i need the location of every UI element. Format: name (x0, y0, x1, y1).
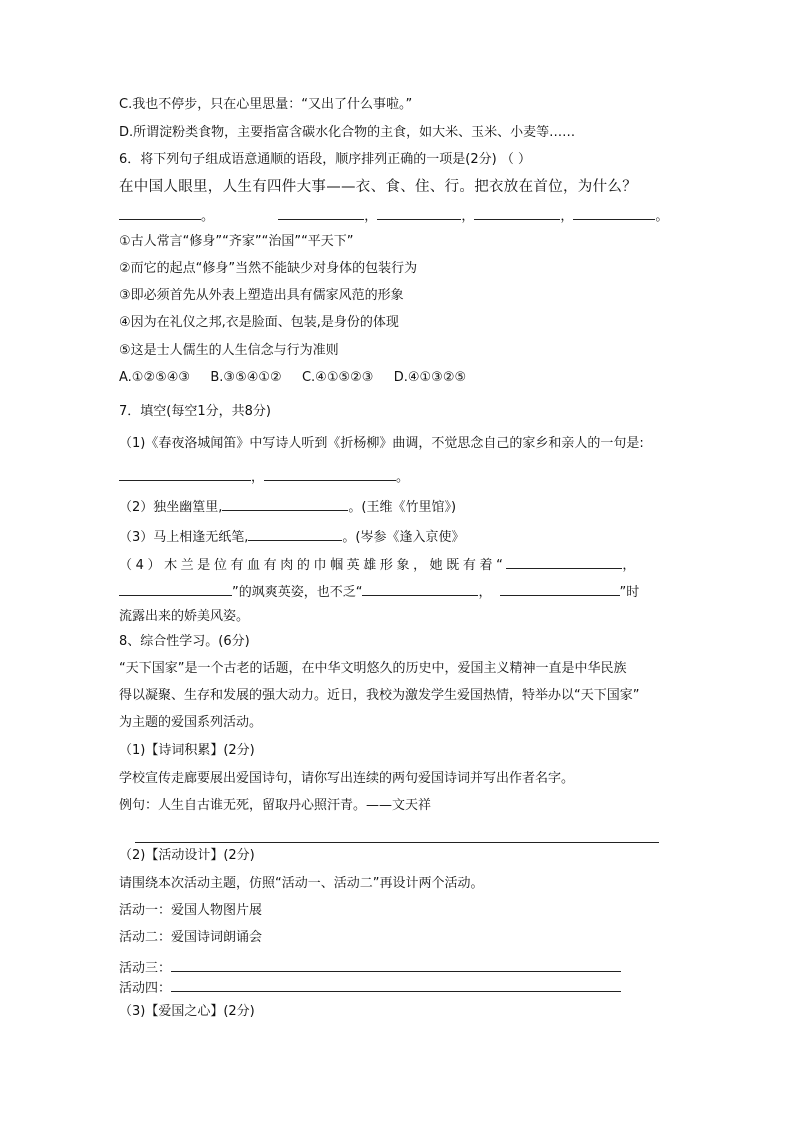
punct-comma: ， (461, 209, 475, 224)
answer-blank[interactable] (573, 206, 655, 220)
answer-blank[interactable] (171, 978, 621, 992)
answer-blank[interactable] (474, 206, 560, 220)
q6-options (119, 370, 466, 386)
q7-stem: 7．填空(每空1分，共8分) (119, 404, 271, 419)
q8-activity-1: 活动一：爱国人物图片展 (119, 903, 263, 918)
answer-blank[interactable] (500, 582, 620, 596)
punct-comma: ， (364, 209, 378, 224)
q7-item-4-line-1: （4）木兰是位有血有肉的巾帼英雄形象，她既有着“ ， (119, 555, 639, 574)
q8-part-1-example: 例句：人生自古谁无死，留取丹心照汗青。——文天祥 (119, 798, 432, 813)
answer-blank[interactable] (171, 958, 621, 972)
punct-period: 。 (655, 209, 669, 224)
option-a[interactable]: A.①②⑤④③ (119, 370, 191, 385)
q6-answer-blanks (119, 206, 668, 225)
answer-blank[interactable] (222, 497, 348, 511)
q8-activity-4: 活动四： (119, 978, 621, 997)
q6-sentence-2: ②而它的起点“修身”当然不能缺少对身体的包装行为 (119, 261, 418, 276)
q8-part-3-title: （3)【爱国之心】(2分) (119, 1004, 255, 1019)
q5-option-c: C.我也不停步，只在心里思量：“又出了什么事啦。” (119, 97, 413, 112)
answer-blank[interactable] (278, 206, 364, 220)
answer-blank[interactable] (119, 582, 232, 596)
q6-stem: 6．将下列句子组成语意通顺的语段，顺序排列正确的一项是(2分) （ ） (119, 152, 531, 167)
q8-activity-3: 活动三： (119, 958, 621, 977)
q5-option-d: D.所谓淀粉类食物，主要指富含碳水化合物的主食，如大米、玉米、小麦等…… (119, 125, 576, 140)
q8-part-2-desc: 请围绕本次活动主题，仿照“活动一、活动二”再设计两个活动。 (119, 876, 484, 891)
q8-part-1-title: （1)【诗词积累】(2分) (119, 743, 255, 758)
answer-blank[interactable] (377, 206, 461, 220)
q6-sentence-4: ④因为在礼仪之邦,衣是脸面、包装,是身份的体现 (119, 315, 399, 330)
option-d[interactable]: D.④①③②⑤ (393, 370, 467, 385)
answer-blank[interactable] (264, 467, 396, 481)
q7-item-4-line-3: 流露出来的娇美风姿。 (119, 609, 250, 624)
q8-intro-line-2: 得以凝聚、生存和发展的强大动力。近日，我校为激发学生爱国热情，特举办以“天下国家” (119, 688, 640, 703)
q8-intro-line-3: 为主题的爱国系列活动。 (119, 715, 263, 730)
q6-sentence-5: ⑤这是士人儒生的人生信念与行为准则 (119, 343, 339, 358)
answer-blank[interactable] (248, 527, 342, 541)
answer-blank[interactable] (506, 555, 622, 569)
punct-comma: ， (622, 558, 640, 573)
q6-sentence-1: ①古人常言“修身”“齐家”“治国”“平天下” (119, 234, 354, 249)
option-c[interactable]: C.④①⑤②③ (301, 370, 374, 385)
q7-item-3: （3）马上相逢无纸笔, 。(岑参《逢入京使》 (119, 527, 464, 546)
q7-item-2: （2）独坐幽篁里, 。(王维《竹里馆》) (119, 497, 456, 516)
q7-item-1: （1)《春夜洛城闻笛》中写诗人听到《折杨柳》曲调，不觉思念自己的家乡和亲人的一句是: (119, 436, 644, 451)
punct-comma: ， (251, 470, 265, 485)
punct-comma: ， (560, 209, 574, 224)
answer-blank[interactable] (119, 206, 201, 220)
answer-blank[interactable] (362, 582, 478, 596)
q8-stem: 8、综合性学习。(6分) (119, 634, 250, 649)
q7-item-4-line-2: ”的飒爽英姿，也不乏“ ， ”时 (119, 582, 639, 601)
q8-part-2-title: （2)【活动设计】(2分) (119, 848, 255, 863)
q8-intro-line-1: “天下国家”是一个古老的话题，在中华文明悠久的历史中，爱国主义精神一直是中华民族 (119, 661, 627, 676)
q8-part-1-desc: 学校宣传走廊要展出爱国诗句，请你写出连续的两句爱国诗词并写出作者名字。 (119, 771, 575, 786)
q8-part-1-answer-line[interactable] (135, 842, 659, 843)
punct-period: 。 (396, 470, 410, 485)
q6-sentence-3: ③即必须首先从外表上塑造出具有儒家风范的形象 (119, 288, 404, 303)
answer-blank[interactable] (119, 467, 251, 481)
q7-item-1-blanks (119, 467, 409, 486)
q8-activity-2: 活动二：爱国诗词朗诵会 (119, 930, 263, 945)
punct-period: 。 (201, 209, 215, 224)
q6-passage: 在中国人眼里，人生有四件大事——衣、食、住、行。把衣放在首位，为什么？ (119, 179, 637, 195)
option-b[interactable]: B.③⑤④①② (210, 370, 282, 385)
punct-comma: ， (478, 585, 492, 600)
